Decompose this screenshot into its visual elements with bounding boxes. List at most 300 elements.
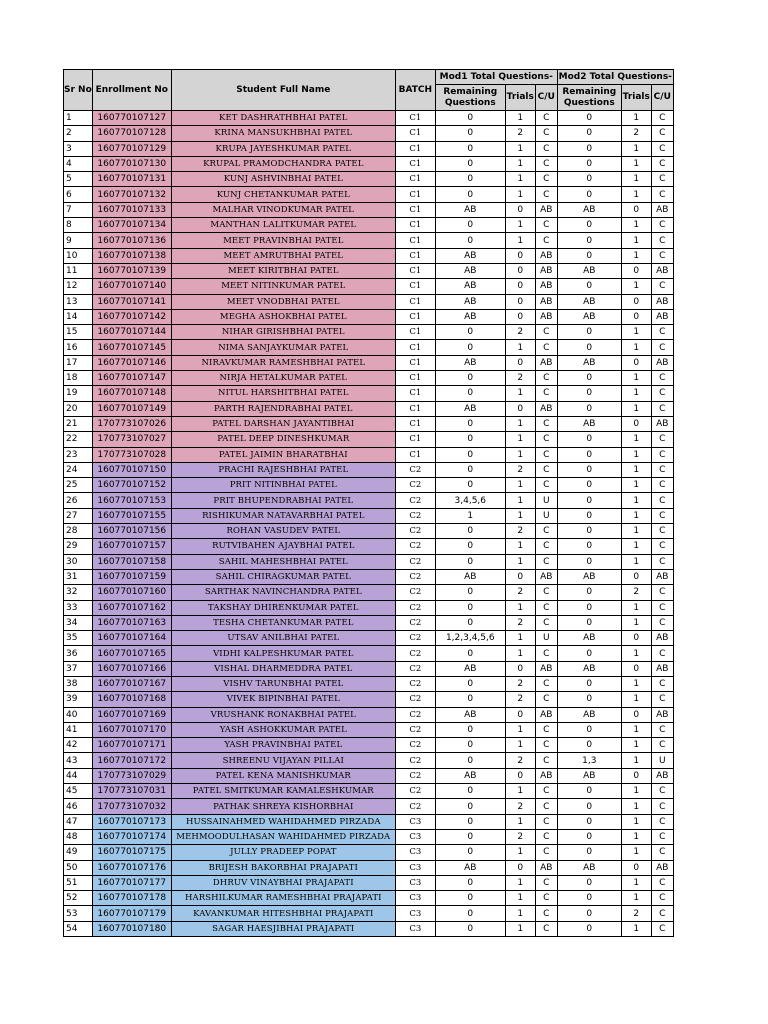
cell-mod2-cu: C	[651, 600, 673, 615]
cell-sr-no: 1	[64, 111, 93, 126]
cell-mod2-remaining: 0	[557, 615, 621, 630]
cell-mod1-trials: 1	[505, 921, 535, 936]
cell-mod2-remaining: 0	[557, 371, 621, 386]
cell-mod1-trials: 1	[505, 156, 535, 171]
cell-mod2-trials: 1	[621, 386, 651, 401]
cell-mod2-remaining: 0	[557, 141, 621, 156]
cell-mod2-trials: 1	[621, 646, 651, 661]
cell-enrollment-no: 160770107152	[92, 478, 171, 493]
cell-enrollment-no: 160770107142	[92, 309, 171, 324]
cell-mod1-trials: 1	[505, 340, 535, 355]
cell-mod2-trials: 1	[621, 187, 651, 202]
cell-mod2-remaining: AB	[557, 860, 621, 875]
cell-enrollment-no: 160770107145	[92, 340, 171, 355]
cell-batch: C1	[395, 111, 435, 126]
cell-sr-no: 35	[64, 631, 93, 646]
cell-sr-no: 28	[64, 524, 93, 539]
cell-student-name: KRUPA JAYESHKUMAR PATEL	[171, 141, 395, 156]
cell-mod1-remaining: 1,2,3,4,5,6	[435, 631, 505, 646]
cell-enrollment-no: 160770107159	[92, 569, 171, 584]
cell-batch: C1	[395, 172, 435, 187]
cell-sr-no: 9	[64, 233, 93, 248]
cell-mod2-trials: 1	[621, 279, 651, 294]
cell-mod2-trials: 1	[621, 891, 651, 906]
cell-mod1-cu: AB	[535, 569, 557, 584]
cell-enrollment-no: 160770107169	[92, 707, 171, 722]
cell-mod1-remaining: 0	[435, 722, 505, 737]
cell-sr-no: 31	[64, 569, 93, 584]
header-mod2-trials: Trials	[621, 85, 651, 111]
cell-batch: C3	[395, 845, 435, 860]
cell-student-name: RUTVIBAHEN AJAYBHAI PATEL	[171, 539, 395, 554]
cell-enrollment-no: 160770107146	[92, 355, 171, 370]
cell-mod1-remaining: AB	[435, 401, 505, 416]
table-row	[64, 279, 674, 294]
cell-mod1-cu: C	[535, 432, 557, 447]
cell-mod2-trials: 1	[621, 738, 651, 753]
cell-mod2-remaining: AB	[557, 661, 621, 676]
cell-mod1-cu: AB	[535, 860, 557, 875]
cell-mod1-trials: 1	[505, 875, 535, 890]
cell-batch: C2	[395, 524, 435, 539]
cell-student-name: PATEL KENA MANISHKUMAR	[171, 768, 395, 783]
cell-mod2-trials: 1	[621, 829, 651, 844]
cell-mod1-trials: 1	[505, 218, 535, 233]
table-row	[64, 707, 674, 722]
cell-enrollment-no: 160770107162	[92, 600, 171, 615]
cell-batch: C2	[395, 676, 435, 691]
cell-student-name: MALHAR VINODKUMAR PATEL	[171, 202, 395, 217]
cell-sr-no: 48	[64, 829, 93, 844]
cell-mod2-cu: C	[651, 829, 673, 844]
cell-mod1-cu: C	[535, 524, 557, 539]
cell-mod1-trials: 2	[505, 753, 535, 768]
cell-mod1-remaining: AB	[435, 860, 505, 875]
cell-mod2-remaining: 0	[557, 187, 621, 202]
cell-batch: C1	[395, 233, 435, 248]
cell-mod1-cu: C	[535, 600, 557, 615]
cell-mod2-remaining: 0	[557, 462, 621, 477]
table-row	[64, 508, 674, 523]
cell-mod2-cu: C	[651, 845, 673, 860]
table-row	[64, 371, 674, 386]
cell-batch: C1	[395, 156, 435, 171]
cell-mod1-remaining: AB	[435, 707, 505, 722]
header-student-name: Student Full Name	[171, 70, 395, 111]
cell-mod2-remaining: 0	[557, 814, 621, 829]
cell-sr-no: 2	[64, 126, 93, 141]
cell-sr-no: 13	[64, 294, 93, 309]
cell-student-name: ROHAN VASUDEV PATEL	[171, 524, 395, 539]
cell-mod1-remaining: 0	[435, 478, 505, 493]
cell-mod2-trials: 2	[621, 585, 651, 600]
cell-mod2-trials: 0	[621, 631, 651, 646]
cell-mod2-remaining: 0	[557, 539, 621, 554]
cell-batch: C1	[395, 218, 435, 233]
cell-mod1-remaining: 0	[435, 539, 505, 554]
cell-batch: C2	[395, 554, 435, 569]
cell-mod2-remaining: 1,3	[557, 753, 621, 768]
cell-mod1-cu: AB	[535, 279, 557, 294]
table-row	[64, 447, 674, 462]
cell-enrollment-no: 160770107131	[92, 172, 171, 187]
table-row	[64, 156, 674, 171]
cell-enrollment-no: 160770107144	[92, 325, 171, 340]
cell-mod2-cu: C	[651, 279, 673, 294]
cell-mod2-trials: 1	[621, 814, 651, 829]
cell-mod2-cu: AB	[651, 661, 673, 676]
table-body	[64, 111, 674, 937]
cell-mod1-cu: U	[535, 631, 557, 646]
table-row	[64, 615, 674, 630]
cell-enrollment-no: 160770107174	[92, 829, 171, 844]
cell-enrollment-no: 160770107149	[92, 401, 171, 416]
cell-mod1-cu: C	[535, 386, 557, 401]
cell-mod1-cu: AB	[535, 263, 557, 278]
cell-mod2-cu: C	[651, 462, 673, 477]
cell-mod1-cu: C	[535, 753, 557, 768]
cell-sr-no: 16	[64, 340, 93, 355]
cell-mod1-trials: 0	[505, 355, 535, 370]
cell-batch: C2	[395, 493, 435, 508]
cell-mod1-remaining: 0	[435, 371, 505, 386]
cell-mod1-trials: 0	[505, 202, 535, 217]
cell-student-name: BRIJESH BAKORBHAI PRAJAPATI	[171, 860, 395, 875]
cell-enrollment-no: 160770107177	[92, 875, 171, 890]
cell-mod1-cu: AB	[535, 707, 557, 722]
cell-mod1-trials: 0	[505, 569, 535, 584]
cell-mod2-remaining: 0	[557, 447, 621, 462]
cell-mod1-trials: 2	[505, 692, 535, 707]
cell-sr-no: 12	[64, 279, 93, 294]
cell-batch: C1	[395, 325, 435, 340]
cell-mod2-trials: 0	[621, 202, 651, 217]
cell-mod1-trials: 1	[505, 738, 535, 753]
cell-mod2-cu: C	[651, 906, 673, 921]
cell-mod2-remaining: AB	[557, 768, 621, 783]
cell-mod2-cu: C	[651, 524, 673, 539]
cell-mod2-trials: 1	[621, 172, 651, 187]
cell-student-name: KUNJ ASHVINBHAI PATEL	[171, 172, 395, 187]
cell-mod2-remaining: 0	[557, 676, 621, 691]
cell-batch: C2	[395, 768, 435, 783]
cell-mod2-trials: 1	[621, 784, 651, 799]
cell-batch: C2	[395, 462, 435, 477]
cell-mod2-trials: 1	[621, 600, 651, 615]
cell-mod1-remaining: 0	[435, 692, 505, 707]
cell-mod2-trials: 0	[621, 263, 651, 278]
cell-mod2-cu: C	[651, 799, 673, 814]
header-mod2-cu: C/U	[651, 85, 673, 111]
table-row	[64, 860, 674, 875]
cell-batch: C2	[395, 600, 435, 615]
cell-batch: C3	[395, 921, 435, 936]
cell-mod1-trials: 1	[505, 416, 535, 431]
table-row	[64, 845, 674, 860]
cell-mod1-cu: C	[535, 845, 557, 860]
cell-mod2-cu: C	[651, 814, 673, 829]
table-row	[64, 814, 674, 829]
table-row	[64, 218, 674, 233]
cell-mod2-remaining: 0	[557, 875, 621, 890]
cell-sr-no: 46	[64, 799, 93, 814]
cell-student-name: PRIT NITINBHAI PATEL	[171, 478, 395, 493]
cell-mod1-trials: 1	[505, 172, 535, 187]
cell-mod2-cu: C	[651, 508, 673, 523]
cell-student-name: PATEL DARSHAN JAYANTIBHAI	[171, 416, 395, 431]
cell-student-name: KUNJ CHETANKUMAR PATEL	[171, 187, 395, 202]
table-row	[64, 340, 674, 355]
cell-mod2-trials: 0	[621, 707, 651, 722]
cell-mod1-trials: 0	[505, 860, 535, 875]
cell-mod1-trials: 2	[505, 799, 535, 814]
table-row	[64, 416, 674, 431]
cell-mod2-remaining: 0	[557, 524, 621, 539]
cell-mod1-trials: 1	[505, 478, 535, 493]
cell-mod2-trials: 1	[621, 921, 651, 936]
header-enrollment-no: Enrollment No	[92, 70, 171, 111]
cell-batch: C1	[395, 263, 435, 278]
cell-mod1-trials: 2	[505, 585, 535, 600]
cell-mod2-remaining: 0	[557, 386, 621, 401]
cell-mod1-remaining: 0	[435, 218, 505, 233]
table-row	[64, 569, 674, 584]
cell-mod1-trials: 2	[505, 325, 535, 340]
cell-mod2-cu: C	[651, 432, 673, 447]
cell-mod2-remaining: 0	[557, 646, 621, 661]
cell-mod1-trials: 1	[505, 493, 535, 508]
cell-student-name: KRINA MANSUKHBHAI PATEL	[171, 126, 395, 141]
cell-mod2-cu: C	[651, 615, 673, 630]
cell-student-name: VRUSHANK RONAKBHAI PATEL	[171, 707, 395, 722]
cell-batch: C1	[395, 355, 435, 370]
cell-batch: C3	[395, 829, 435, 844]
cell-sr-no: 44	[64, 768, 93, 783]
cell-mod2-trials: 0	[621, 416, 651, 431]
cell-mod2-cu: AB	[651, 569, 673, 584]
cell-batch: C2	[395, 799, 435, 814]
cell-sr-no: 38	[64, 676, 93, 691]
cell-sr-no: 33	[64, 600, 93, 615]
cell-batch: C2	[395, 508, 435, 523]
cell-mod2-trials: 1	[621, 156, 651, 171]
cell-mod2-trials: 1	[621, 799, 651, 814]
cell-mod2-cu: C	[651, 554, 673, 569]
cell-mod2-cu: U	[651, 753, 673, 768]
cell-batch: C1	[395, 401, 435, 416]
cell-mod1-remaining: AB	[435, 202, 505, 217]
cell-enrollment-no: 160770107167	[92, 676, 171, 691]
cell-enrollment-no: 160770107172	[92, 753, 171, 768]
cell-sr-no: 45	[64, 784, 93, 799]
cell-mod2-cu: C	[651, 692, 673, 707]
table-row	[64, 478, 674, 493]
cell-mod1-remaining: 0	[435, 416, 505, 431]
cell-mod2-trials: 1	[621, 340, 651, 355]
cell-batch: C3	[395, 860, 435, 875]
cell-mod1-cu: C	[535, 478, 557, 493]
cell-mod1-remaining: 0	[435, 921, 505, 936]
cell-student-name: UTSAV ANILBHAI PATEL	[171, 631, 395, 646]
cell-student-name: PRACHI RAJESHBHAI PATEL	[171, 462, 395, 477]
cell-student-name: KET DASHRATHBHAI PATEL	[171, 111, 395, 126]
cell-mod2-remaining: 0	[557, 325, 621, 340]
cell-mod1-cu: C	[535, 738, 557, 753]
cell-student-name: NIMA SANJAYKUMAR PATEL	[171, 340, 395, 355]
cell-enrollment-no: 160770107133	[92, 202, 171, 217]
cell-mod2-trials: 1	[621, 462, 651, 477]
cell-mod2-cu: AB	[651, 294, 673, 309]
cell-student-name: KAVANKUMAR HITESHBHAI PRAJAPATI	[171, 906, 395, 921]
cell-mod2-trials: 1	[621, 524, 651, 539]
cell-enrollment-no: 160770107155	[92, 508, 171, 523]
cell-mod2-cu: C	[651, 233, 673, 248]
table-row	[64, 187, 674, 202]
cell-sr-no: 8	[64, 218, 93, 233]
table-row	[64, 676, 674, 691]
cell-mod2-remaining: 0	[557, 111, 621, 126]
table-row	[64, 799, 674, 814]
cell-mod1-cu: AB	[535, 768, 557, 783]
cell-mod1-cu: C	[535, 799, 557, 814]
cell-student-name: VIVEK BIPINBHAI PATEL	[171, 692, 395, 707]
cell-enrollment-no: 160770107132	[92, 187, 171, 202]
cell-mod2-remaining: 0	[557, 692, 621, 707]
cell-mod1-trials: 0	[505, 707, 535, 722]
cell-mod2-trials: 0	[621, 309, 651, 324]
cell-mod1-trials: 1	[505, 187, 535, 202]
cell-mod1-trials: 1	[505, 141, 535, 156]
cell-mod1-trials: 1	[505, 814, 535, 829]
cell-enrollment-no: 160770107164	[92, 631, 171, 646]
table-row	[64, 906, 674, 921]
cell-mod1-cu: C	[535, 585, 557, 600]
cell-sr-no: 4	[64, 156, 93, 171]
cell-mod1-remaining: 0	[435, 187, 505, 202]
cell-enrollment-no: 160770107163	[92, 615, 171, 630]
cell-mod2-cu: C	[651, 447, 673, 462]
cell-mod2-remaining: AB	[557, 202, 621, 217]
cell-mod1-cu: C	[535, 325, 557, 340]
cell-mod2-trials: 0	[621, 569, 651, 584]
cell-mod1-trials: 0	[505, 279, 535, 294]
cell-mod1-cu: C	[535, 462, 557, 477]
cell-batch: C1	[395, 126, 435, 141]
cell-mod2-trials: 2	[621, 126, 651, 141]
cell-mod1-cu: C	[535, 416, 557, 431]
cell-sr-no: 40	[64, 707, 93, 722]
cell-mod2-trials: 1	[621, 753, 651, 768]
cell-mod2-remaining: AB	[557, 569, 621, 584]
table-row	[64, 172, 674, 187]
cell-student-name: NIRJA HETALKUMAR PATEL	[171, 371, 395, 386]
cell-mod2-remaining: AB	[557, 416, 621, 431]
cell-mod2-trials: 1	[621, 508, 651, 523]
table-row	[64, 248, 674, 263]
table-row	[64, 722, 674, 737]
cell-mod2-cu: C	[651, 493, 673, 508]
cell-student-name: NIRAVKUMAR RAMESHBHAI PATEL	[171, 355, 395, 370]
cell-mod1-cu: C	[535, 126, 557, 141]
cell-mod1-remaining: AB	[435, 248, 505, 263]
cell-mod1-cu: C	[535, 646, 557, 661]
cell-sr-no: 22	[64, 432, 93, 447]
cell-mod1-remaining: AB	[435, 569, 505, 584]
table-row	[64, 202, 674, 217]
cell-mod1-trials: 2	[505, 371, 535, 386]
cell-sr-no: 18	[64, 371, 93, 386]
cell-batch: C2	[395, 478, 435, 493]
cell-mod2-trials: 1	[621, 875, 651, 890]
cell-mod2-remaining: 0	[557, 508, 621, 523]
cell-mod2-remaining: 0	[557, 891, 621, 906]
cell-enrollment-no: 160770107171	[92, 738, 171, 753]
cell-mod2-remaining: AB	[557, 355, 621, 370]
cell-mod1-trials: 0	[505, 661, 535, 676]
cell-sr-no: 19	[64, 386, 93, 401]
cell-mod1-cu: C	[535, 814, 557, 829]
cell-mod2-trials: 2	[621, 906, 651, 921]
cell-mod2-remaining: 0	[557, 401, 621, 416]
cell-student-name: HARSHILKUMAR RAMESHBHAI PRAJAPATI	[171, 891, 395, 906]
cell-mod1-trials: 2	[505, 676, 535, 691]
cell-batch: C1	[395, 309, 435, 324]
cell-enrollment-no: 170773107027	[92, 432, 171, 447]
cell-mod2-trials: 0	[621, 768, 651, 783]
cell-mod2-trials: 0	[621, 860, 651, 875]
cell-enrollment-no: 160770107175	[92, 845, 171, 860]
cell-student-name: KRUPAL PRAMODCHANDRA PATEL	[171, 156, 395, 171]
cell-mod2-cu: C	[651, 172, 673, 187]
cell-sr-no: 26	[64, 493, 93, 508]
header-mod1-remaining: Remaining Questions	[435, 85, 505, 111]
cell-batch: C2	[395, 615, 435, 630]
cell-mod1-cu: C	[535, 891, 557, 906]
cell-mod2-cu: AB	[651, 263, 673, 278]
cell-enrollment-no: 160770107147	[92, 371, 171, 386]
table-row	[64, 524, 674, 539]
cell-enrollment-no: 160770107179	[92, 906, 171, 921]
cell-mod1-cu: U	[535, 493, 557, 508]
cell-mod2-trials: 1	[621, 676, 651, 691]
cell-student-name: SAHIL MAHESHBHAI PATEL	[171, 554, 395, 569]
table-row	[64, 233, 674, 248]
table-row	[64, 784, 674, 799]
cell-enrollment-no: 160770107176	[92, 860, 171, 875]
cell-mod2-remaining: 0	[557, 554, 621, 569]
cell-sr-no: 7	[64, 202, 93, 217]
cell-batch: C2	[395, 569, 435, 584]
cell-enrollment-no: 160770107138	[92, 248, 171, 263]
cell-mod1-trials: 0	[505, 248, 535, 263]
cell-sr-no: 17	[64, 355, 93, 370]
cell-mod2-remaining: 0	[557, 738, 621, 753]
cell-batch: C2	[395, 722, 435, 737]
cell-batch: C2	[395, 539, 435, 554]
cell-student-name: VISHAL DHARMEDDRA PATEL	[171, 661, 395, 676]
cell-sr-no: 41	[64, 722, 93, 737]
cell-mod2-trials: 1	[621, 722, 651, 737]
cell-mod1-cu: C	[535, 539, 557, 554]
cell-mod2-cu: C	[651, 371, 673, 386]
cell-student-name: NIHAR GIRISHBHAI PATEL	[171, 325, 395, 340]
table-row	[64, 753, 674, 768]
table-row	[64, 401, 674, 416]
cell-mod1-trials: 1	[505, 600, 535, 615]
table-row	[64, 738, 674, 753]
cell-mod2-cu: C	[651, 722, 673, 737]
cell-mod2-cu: C	[651, 325, 673, 340]
